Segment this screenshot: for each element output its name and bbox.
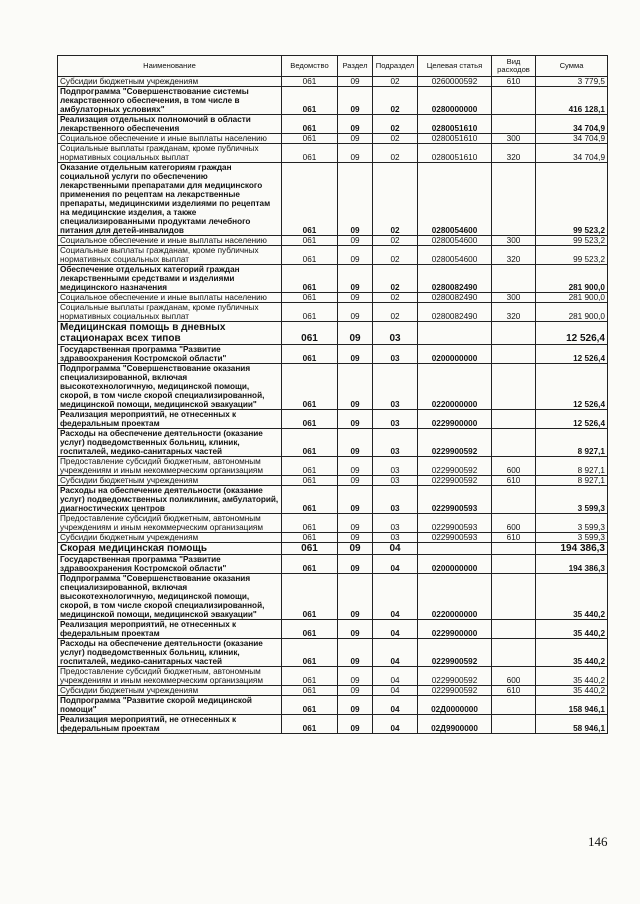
row-dept: 061: [282, 457, 338, 476]
row-subsection: 02: [373, 246, 418, 265]
row-target: [418, 543, 492, 555]
row-sum: 8 927,1: [536, 429, 608, 457]
row-target: 0260000592: [418, 77, 492, 87]
row-sum: 34 704,9: [536, 134, 608, 144]
row-dept: 061: [282, 115, 338, 134]
row-type: 300: [492, 236, 536, 246]
row-section: 09: [338, 77, 373, 87]
row-dept: 061: [282, 77, 338, 87]
row-subsection: 03: [373, 514, 418, 533]
row-name: Подпрограмма "Совершенствование системы лекарственного обеспечения, в том числе в амбулаторных условиях": [58, 87, 282, 115]
row-type: 320: [492, 246, 536, 265]
row-target: 0229900593: [418, 486, 492, 514]
row-subsection: 03: [373, 476, 418, 486]
row-sum: 8 927,1: [536, 476, 608, 486]
row-section: 09: [338, 364, 373, 410]
header-target: Целевая статья: [418, 56, 492, 77]
row-dept: 061: [282, 303, 338, 322]
row-type: [492, 639, 536, 667]
row-name: Расходы на обеспечение деятельности (оказание услуг) подведомственных больниц, клиник, госпиталей, медико-санитарных частей: [58, 639, 282, 667]
row-sum: 35 440,2: [536, 574, 608, 620]
row-target: 0220000000: [418, 364, 492, 410]
row-sum: 8 927,1: [536, 457, 608, 476]
table-row: [58, 163, 608, 236]
row-section: 09: [338, 514, 373, 533]
table-row: [58, 144, 608, 163]
table-row: [58, 543, 608, 555]
row-target: 0229900593: [418, 514, 492, 533]
row-name: Государственная программа "Развитие здравоохранения Костромской области": [58, 555, 282, 574]
row-name: Расходы на обеспечение деятельности (оказание услуг) подведомственных поликлиник, амбулаторий, диагностических центров: [58, 486, 282, 514]
row-name: Социальные выплаты гражданам, кроме публичных нормативных социальных выплат: [58, 303, 282, 322]
row-section: 09: [338, 163, 373, 236]
row-dept: 061: [282, 686, 338, 696]
row-section: 09: [338, 457, 373, 476]
row-sum: 3 599,3: [536, 514, 608, 533]
row-section: 09: [338, 115, 373, 134]
row-type: [492, 696, 536, 715]
row-target: 0200000000: [418, 555, 492, 574]
row-dept: 061: [282, 293, 338, 303]
row-subsection: 04: [373, 543, 418, 555]
row-type: 300: [492, 134, 536, 144]
row-section: 09: [338, 410, 373, 429]
row-section: 09: [338, 87, 373, 115]
row-section: 09: [338, 322, 373, 345]
row-subsection: 04: [373, 696, 418, 715]
table-row: [58, 345, 608, 364]
table-body: [58, 77, 608, 734]
row-section: 09: [338, 533, 373, 543]
row-dept: 061: [282, 144, 338, 163]
row-subsection: 02: [373, 303, 418, 322]
table-row: [58, 303, 608, 322]
table-row: [58, 87, 608, 115]
row-section: 09: [338, 574, 373, 620]
row-sum: 34 704,9: [536, 144, 608, 163]
table-row: [58, 667, 608, 686]
row-type: [492, 486, 536, 514]
row-section: 09: [338, 429, 373, 457]
row-section: 09: [338, 236, 373, 246]
row-name: Подпрограмма "Совершенствование оказания специализированной, включая высокотехнологичную, медицинской помощи, скорой, в том числе скорой специализированной, медицинской помощи, медицинской эвакуации": [58, 364, 282, 410]
row-subsection: 04: [373, 686, 418, 696]
row-subsection: 03: [373, 486, 418, 514]
row-target: 0229900000: [418, 620, 492, 639]
row-target: 0280051610: [418, 115, 492, 134]
row-subsection: 03: [373, 533, 418, 543]
row-dept: 061: [282, 639, 338, 667]
row-section: 09: [338, 144, 373, 163]
row-dept: 061: [282, 246, 338, 265]
row-name: Реализация мероприятий, не отнесенных к федеральным проектам: [58, 715, 282, 734]
row-name: Субсидии бюджетным учреждениям: [58, 77, 282, 87]
row-dept: 061: [282, 667, 338, 686]
table-row: [58, 457, 608, 476]
table-header-row: [58, 56, 608, 77]
row-target: 0280082490: [418, 265, 492, 293]
table-row: [58, 115, 608, 134]
table-row: [58, 620, 608, 639]
row-section: 09: [338, 639, 373, 667]
row-sum: 99 523,2: [536, 236, 608, 246]
row-dept: 061: [282, 543, 338, 555]
row-section: 09: [338, 543, 373, 555]
row-subsection: 02: [373, 163, 418, 236]
row-sum: 99 523,2: [536, 246, 608, 265]
row-target: 0229900000: [418, 410, 492, 429]
row-sum: 281 900,0: [536, 303, 608, 322]
row-sum: 158 946,1: [536, 696, 608, 715]
row-target: 0280054600: [418, 246, 492, 265]
header-section: Раздел: [338, 56, 373, 77]
row-subsection: 04: [373, 715, 418, 734]
row-target: 0229900592: [418, 667, 492, 686]
row-subsection: 02: [373, 265, 418, 293]
row-type: [492, 322, 536, 345]
row-target: 0280051610: [418, 144, 492, 163]
row-section: 09: [338, 686, 373, 696]
table-row: [58, 574, 608, 620]
row-sum: 34 704,9: [536, 115, 608, 134]
table-row: [58, 696, 608, 715]
row-type: [492, 115, 536, 134]
row-type: [492, 555, 536, 574]
table-row: [58, 715, 608, 734]
row-name: Подпрограмма "Развитие скорой медицинской помощи": [58, 696, 282, 715]
row-name: Социальное обеспечение и иные выплаты населению: [58, 293, 282, 303]
table-row: [58, 476, 608, 486]
row-sum: 58 946,1: [536, 715, 608, 734]
header-name: Наименование: [58, 56, 282, 77]
row-target: 0200000000: [418, 345, 492, 364]
row-target: 02Д9900000: [418, 715, 492, 734]
row-dept: 061: [282, 236, 338, 246]
row-name: Медицинская помощь в дневных стационарах всех типов: [58, 322, 282, 345]
table-row: [58, 639, 608, 667]
row-type: [492, 574, 536, 620]
row-type: 610: [492, 533, 536, 543]
row-subsection: 04: [373, 639, 418, 667]
row-section: 09: [338, 667, 373, 686]
row-target: 0280054600: [418, 163, 492, 236]
row-type: 610: [492, 77, 536, 87]
row-name: Оказание отдельным категориям граждан социальной услуги по обеспечению лекарственными препаратами для медицинского применения по рецептам на лекарственные препараты, медицинскими изделиями по рецептам на медицинские изделия, а также специализированными продуктами лечебного питания для детей-инвалидов: [58, 163, 282, 236]
row-name: Реализация мероприятий, не отнесенных к федеральным проектам: [58, 620, 282, 639]
row-subsection: 03: [373, 429, 418, 457]
row-target: 0280082490: [418, 293, 492, 303]
row-dept: 061: [282, 429, 338, 457]
row-subsection: 02: [373, 77, 418, 87]
row-subsection: 04: [373, 667, 418, 686]
row-target: 0220000000: [418, 574, 492, 620]
row-section: 09: [338, 476, 373, 486]
row-section: 09: [338, 555, 373, 574]
row-name: Социальное обеспечение и иные выплаты населению: [58, 236, 282, 246]
table-row: [58, 429, 608, 457]
table-row: [58, 134, 608, 144]
row-type: 610: [492, 476, 536, 486]
row-name: Скорая медицинская помощь: [58, 543, 282, 555]
row-type: 600: [492, 667, 536, 686]
row-name: Обеспечение отдельных категорий граждан лекарственными средствами и изделиями медицинского назначения: [58, 265, 282, 293]
table-row: [58, 514, 608, 533]
row-dept: 061: [282, 322, 338, 345]
table-row: [58, 533, 608, 543]
row-dept: 061: [282, 476, 338, 486]
row-section: 09: [338, 715, 373, 734]
row-type: 320: [492, 144, 536, 163]
row-section: 09: [338, 303, 373, 322]
row-target: 0229900592: [418, 457, 492, 476]
row-dept: 061: [282, 533, 338, 543]
table-row: [58, 486, 608, 514]
table-row: [58, 686, 608, 696]
row-target: 02Д0000000: [418, 696, 492, 715]
header-dept: Ведомство: [282, 56, 338, 77]
row-name: Предоставление субсидий бюджетным, автономным учреждениям и иным некоммерческим организациям: [58, 514, 282, 533]
table-row: [58, 293, 608, 303]
row-sum: 35 440,2: [536, 639, 608, 667]
row-target: 0229900592: [418, 476, 492, 486]
row-type: [492, 715, 536, 734]
row-subsection: 03: [373, 322, 418, 345]
row-type: [492, 620, 536, 639]
row-section: 09: [338, 265, 373, 293]
row-subsection: 02: [373, 144, 418, 163]
row-target: 0229900592: [418, 639, 492, 667]
row-name: Социальное обеспечение и иные выплаты населению: [58, 134, 282, 144]
row-sum: 194 386,3: [536, 543, 608, 555]
row-sum: 35 440,2: [536, 620, 608, 639]
row-name: Предоставление субсидий бюджетным, автономным учреждениям и иным некоммерческим организациям: [58, 667, 282, 686]
row-dept: 061: [282, 696, 338, 715]
row-subsection: 04: [373, 620, 418, 639]
table-row: [58, 77, 608, 87]
row-name: Предоставление субсидий бюджетным, автономным учреждениям и иным некоммерческим организациям: [58, 457, 282, 476]
row-sum: 3 779,5: [536, 77, 608, 87]
row-target: 0280051610: [418, 134, 492, 144]
row-subsection: 02: [373, 115, 418, 134]
row-type: [492, 345, 536, 364]
row-name: Подпрограмма "Совершенствование оказания специализированной, включая высокотехнологичную, медицинской помощи, скорой, в том числе скорой специализированной, медицинской помощи, медицинской эвакуации": [58, 574, 282, 620]
row-name: Расходы на обеспечение деятельности (оказание услуг) подведомственных больниц, клиник, госпиталей, медико-санитарных частей: [58, 429, 282, 457]
row-section: 09: [338, 620, 373, 639]
row-sum: 35 440,2: [536, 686, 608, 696]
row-type: [492, 364, 536, 410]
row-dept: 061: [282, 265, 338, 293]
row-target: 0280082490: [418, 303, 492, 322]
row-target: 0229900592: [418, 686, 492, 696]
row-dept: 061: [282, 555, 338, 574]
row-sum: 12 526,4: [536, 345, 608, 364]
header-subsection: Подраздел: [373, 56, 418, 77]
row-dept: 061: [282, 134, 338, 144]
row-type: 300: [492, 293, 536, 303]
header-sum: Сумма: [536, 56, 608, 77]
row-type: 610: [492, 686, 536, 696]
table-row: [58, 246, 608, 265]
row-subsection: 03: [373, 457, 418, 476]
row-type: [492, 163, 536, 236]
row-dept: 061: [282, 514, 338, 533]
row-target: 0229900592: [418, 429, 492, 457]
row-dept: 061: [282, 620, 338, 639]
row-dept: 061: [282, 364, 338, 410]
row-dept: 061: [282, 486, 338, 514]
row-type: 600: [492, 514, 536, 533]
table-row: [58, 555, 608, 574]
row-sum: 416 128,1: [536, 87, 608, 115]
row-section: 09: [338, 696, 373, 715]
row-target: 0280054600: [418, 236, 492, 246]
row-sum: 12 526,4: [536, 410, 608, 429]
row-section: 09: [338, 246, 373, 265]
row-type: [492, 410, 536, 429]
row-sum: 281 900,0: [536, 265, 608, 293]
header-type: Вид расходов: [492, 56, 536, 77]
row-target: 0280000000: [418, 87, 492, 115]
row-type: 600: [492, 457, 536, 476]
row-section: 09: [338, 293, 373, 303]
row-type: [492, 543, 536, 555]
table-row: [58, 322, 608, 345]
row-name: Государственная программа "Развитие здравоохранения Костромской области": [58, 345, 282, 364]
row-section: 09: [338, 345, 373, 364]
row-section: 09: [338, 486, 373, 514]
row-dept: 061: [282, 87, 338, 115]
row-name: Субсидии бюджетным учреждениям: [58, 476, 282, 486]
table-row: [58, 364, 608, 410]
row-subsection: 02: [373, 134, 418, 144]
row-sum: 12 526,4: [536, 364, 608, 410]
row-section: 09: [338, 134, 373, 144]
row-subsection: 02: [373, 236, 418, 246]
row-type: [492, 265, 536, 293]
row-sum: 3 599,3: [536, 533, 608, 543]
row-target: [418, 322, 492, 345]
row-name: Социальные выплаты гражданам, кроме публичных нормативных социальных выплат: [58, 144, 282, 163]
row-subsection: 03: [373, 410, 418, 429]
row-name: Субсидии бюджетным учреждениям: [58, 533, 282, 543]
row-name: Социальные выплаты гражданам, кроме публичных нормативных социальных выплат: [58, 246, 282, 265]
row-subsection: 03: [373, 364, 418, 410]
row-dept: 061: [282, 345, 338, 364]
row-subsection: 03: [373, 345, 418, 364]
row-dept: 061: [282, 715, 338, 734]
row-name: Реализация мероприятий, не отнесенных к федеральным проектам: [58, 410, 282, 429]
row-dept: 061: [282, 574, 338, 620]
table-row: [58, 410, 608, 429]
row-subsection: 04: [373, 555, 418, 574]
row-subsection: 04: [373, 574, 418, 620]
row-sum: 99 523,2: [536, 163, 608, 236]
row-subsection: 02: [373, 293, 418, 303]
row-sum: 3 599,3: [536, 486, 608, 514]
row-sum: 12 526,4: [536, 322, 608, 345]
row-dept: 061: [282, 163, 338, 236]
row-subsection: 02: [373, 87, 418, 115]
row-dept: 061: [282, 410, 338, 429]
row-sum: 194 386,3: [536, 555, 608, 574]
page-number: 146: [588, 834, 608, 849]
row-type: [492, 87, 536, 115]
table-row: [58, 265, 608, 293]
row-sum: 35 440,2: [536, 667, 608, 686]
row-type: 320: [492, 303, 536, 322]
table-row: [58, 236, 608, 246]
row-type: [492, 429, 536, 457]
row-target: 0229900593: [418, 533, 492, 543]
row-name: Субсидии бюджетным учреждениям: [58, 686, 282, 696]
budget-table: [57, 55, 608, 734]
row-sum: 281 900,0: [536, 293, 608, 303]
row-name: Реализация отдельных полномочий в области лекарственного обеспечения: [58, 115, 282, 134]
